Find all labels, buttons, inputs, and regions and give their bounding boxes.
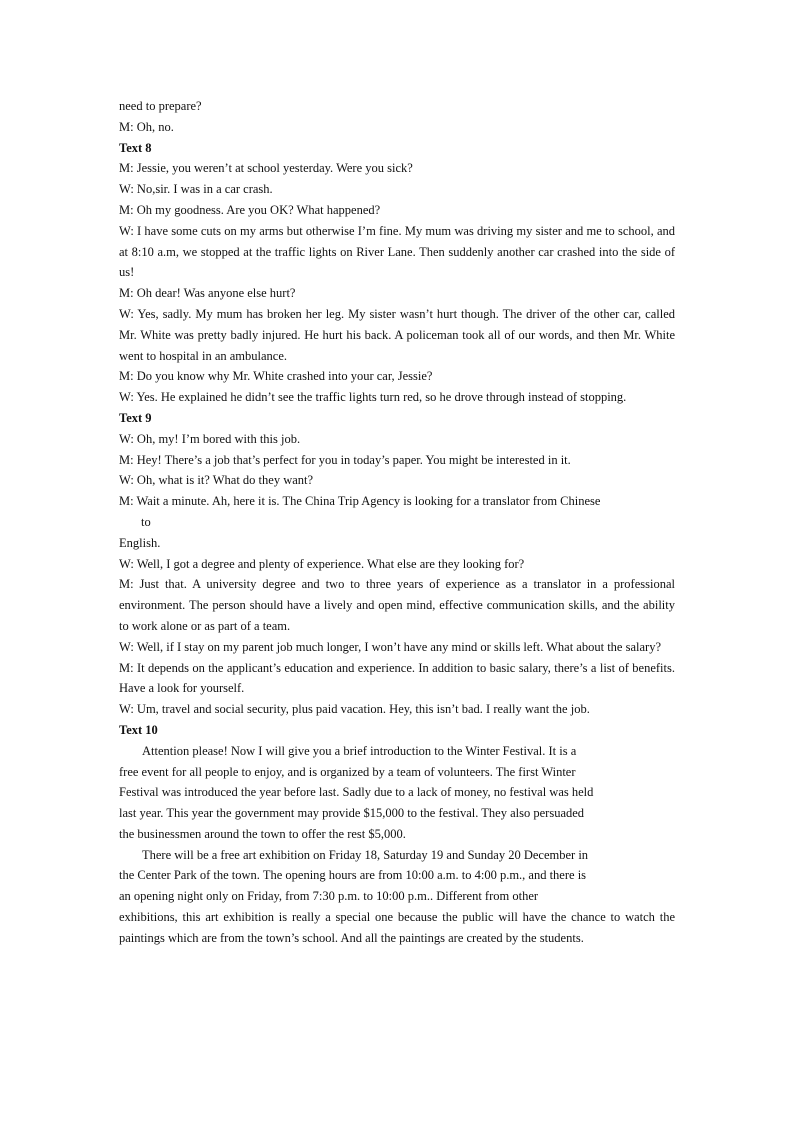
dialogue-line: M: It depends on the applicant’s education and experience. In addition to basic salary, there’s a list of benefits. Have a look for yourself. (119, 660, 675, 696)
paragraph-line: exhibitions, this art exhibition is really a special one because the public will have the chance to watch the paintings which are from the town’s school. And all the paintings are created by the students. (119, 910, 675, 945)
dialogue-line: M: Jessie, you weren’t at school yesterday. Were you sick? (119, 161, 413, 176)
section-heading-text-8: Text 8 (119, 140, 152, 155)
dialogue-line: M: Hey! There’s a job that’s perfect for you in today’s paper. You might be interested in it. (119, 452, 571, 467)
paragraph-continuation: need to prepare? (119, 99, 202, 113)
section-heading-text-10: Text 10 (119, 722, 158, 737)
dialogue-line: M: Just that. A university degree and two to three years of experience as a translator in a professional environment. The person should have a lively and open mind, effective communication skills, and the ability to work alone or as part of a team. (119, 577, 675, 633)
dialogue-line: M: Do you know why Mr. White crashed into your car, Jessie? (119, 369, 433, 384)
dialogue-line: W: Um, travel and social security, plus paid vacation. Hey, this isn’t bad. I really want the job. (119, 702, 590, 717)
section-heading-text-9: Text 9 (119, 410, 152, 425)
dialogue-line: M: Oh dear! Was anyone else hurt? (119, 286, 296, 301)
paragraph-line: the Center Park of the town. The opening hours are from 10:00 a.m. to 4:00 p.m., and there is (119, 868, 587, 883)
dialogue-line: W: Oh, my! I’m bored with this job. (119, 431, 301, 446)
dialogue-line: W: Yes, sadly. My mum has broken her leg. My sister wasn’t hurt though. The driver of the other car, called Mr. White was pretty badly injured. He hurt his back. A policeman took all of our words, and then Mr. White went to hospital in an ambulance. (119, 306, 675, 363)
dialogue-line: W: Oh, what is it? What do they want? (119, 473, 314, 488)
dialogue-line: W: No,sir. I was in a car crash. (119, 182, 273, 197)
paragraph-line: the businessmen around the town to offer the rest $5,000. (119, 826, 406, 841)
paragraph-line: There will be a free art exhibition on Friday 18, Saturday 19 and Sunday 20 December in (142, 847, 589, 862)
dialogue-line: M: Oh my goodness. Are you OK? What happened? (119, 202, 381, 217)
dialogue-line: W: Well, I got a degree and plenty of experience. What else are they looking for? (119, 556, 525, 571)
dialogue-line: W: Yes. He explained he didn’t see the traffic lights turn red, so he drove through instead of stopping. (119, 390, 627, 405)
dialogue-line-continuation: English. (119, 535, 161, 550)
dialogue-line-continuation: to (141, 514, 151, 529)
paragraph-line: free event for all people to enjoy, and is organized by a team of volunteers. The first Winter (119, 764, 576, 779)
dialogue-line: M: Wait a minute. Ah, here it is. The China Trip Agency is looking for a translator from Chinese (119, 494, 601, 509)
paragraph-line: Attention please! Now I will give you a brief introduction to the Winter Festival. It is a (142, 743, 577, 758)
paragraph-line: an opening night only on Friday, from 7:30 p.m. to 10:00 p.m.. Different from other (119, 889, 539, 904)
dialogue-line: M: Oh, no. (119, 119, 174, 134)
dialogue-line: W: Well, if I stay on my parent job much longer, I won’t have any mind or skills left. What about the salary? (119, 639, 661, 654)
document-page (119, 96, 675, 949)
paragraph-line: Festival was introduced the year before last. Sadly due to a lack of money, no festival was held (119, 785, 594, 800)
dialogue-line: W: I have some cuts on my arms but otherwise I’m fine. My mum was driving my sister and me to school, and at 8:10 a.m, we stopped at the traffic lights on River Lane. Then suddenly another car crashed into the side of us! (119, 223, 675, 280)
paragraph-line: last year. This year the government may provide $15,000 to the festival. They also persuaded (119, 806, 585, 821)
